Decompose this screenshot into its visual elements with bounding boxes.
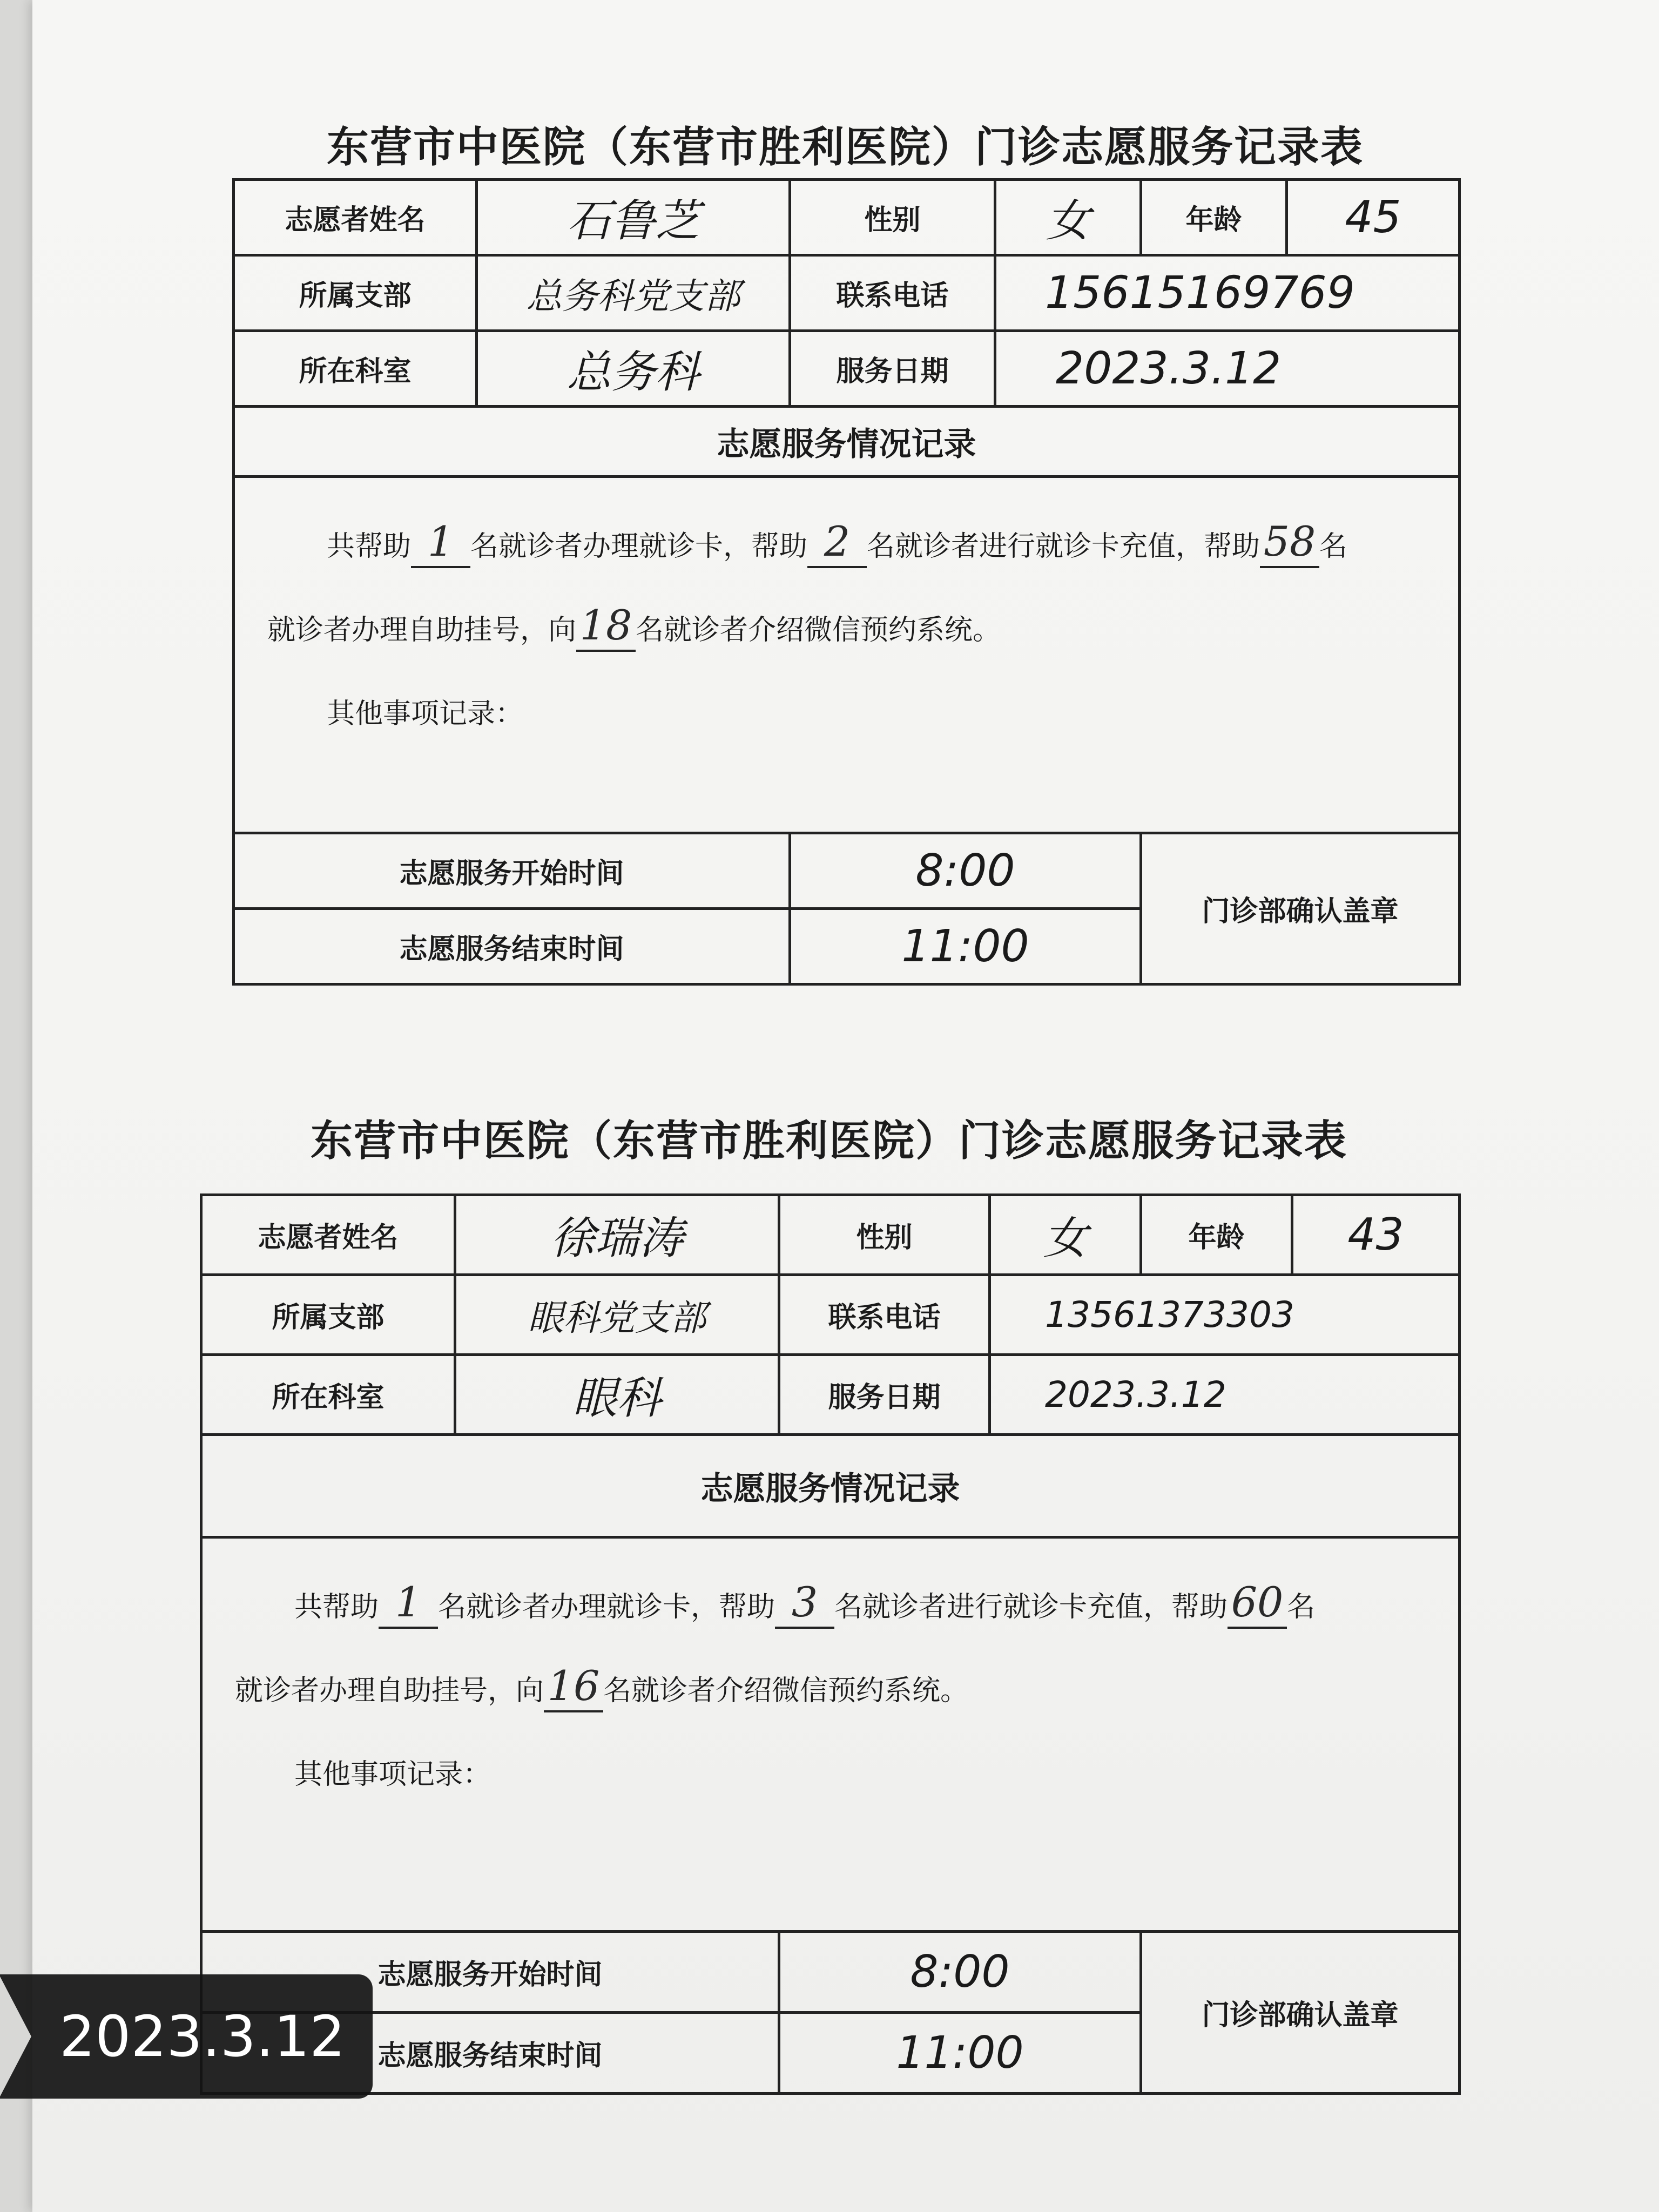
record-heading: 志愿服务情况记录 xyxy=(234,407,1460,477)
record-form-1 xyxy=(232,97,1458,1015)
record-text: 名就诊者介绍微信预约系统。 xyxy=(603,1675,969,1707)
value-start: 8:00 xyxy=(790,833,1141,909)
value-dept: 总务科 xyxy=(477,331,790,407)
value-age: 45 xyxy=(1287,180,1460,255)
form-title: 东营市中医院（东营市胜利医院）门诊志愿服务记录表 xyxy=(310,1117,1347,1165)
count-cards: 1 xyxy=(379,1578,438,1629)
value-gender: 女 xyxy=(995,180,1141,255)
record-body xyxy=(201,1537,1460,1932)
record-text: 名 xyxy=(1319,530,1348,563)
count-self-register: 60 xyxy=(1228,1578,1287,1629)
value-date: 2023.3.12 xyxy=(995,331,1460,407)
record-text: 名就诊者办理就诊卡，帮助 xyxy=(470,530,808,563)
value-dept: 眼科 xyxy=(455,1355,779,1435)
record-text: 就诊者办理自助挂号，向 xyxy=(235,1675,544,1707)
count-cards: 1 xyxy=(411,517,470,568)
label-date: 服务日期 xyxy=(779,1355,990,1435)
label-phone: 联系电话 xyxy=(779,1275,990,1355)
count-recharge: 2 xyxy=(807,517,867,568)
count-recharge: 3 xyxy=(775,1578,834,1629)
label-age: 年龄 xyxy=(1141,1195,1292,1275)
record-text: 名就诊者进行就诊卡充值，帮助 xyxy=(867,530,1260,563)
label-dept: 所在科室 xyxy=(234,331,477,407)
label-date: 服务日期 xyxy=(790,331,995,407)
label-name: 志愿者姓名 xyxy=(201,1195,455,1275)
label-name: 志愿者姓名 xyxy=(234,180,477,255)
value-date: 2023.3.12 xyxy=(990,1355,1460,1435)
value-phone: 15615169769 xyxy=(995,255,1460,331)
label-dept: 所在科室 xyxy=(201,1355,455,1435)
value-branch: 总务科党支部 xyxy=(477,255,790,331)
count-self-register: 58 xyxy=(1260,517,1319,568)
count-wechat: 16 xyxy=(544,1662,603,1712)
label-branch: 所属支部 xyxy=(234,255,477,331)
stamp-box: 门诊部确认盖章 xyxy=(1141,833,1460,984)
record-text: 共帮助 xyxy=(294,1591,379,1623)
value-name: 徐瑞涛 xyxy=(455,1195,779,1275)
label-age: 年龄 xyxy=(1141,180,1287,255)
value-name: 石鲁芝 xyxy=(477,180,790,255)
label-end: 志愿服务结束时间 xyxy=(201,2013,779,2094)
form-table xyxy=(200,1193,1461,2095)
other-notes-label: 其他事项记录： xyxy=(294,1758,491,1791)
value-start: 8:00 xyxy=(779,1932,1141,2013)
value-end: 11:00 xyxy=(790,909,1141,984)
label-start: 志愿服务开始时间 xyxy=(234,833,790,909)
record-text: 名就诊者办理就诊卡，帮助 xyxy=(438,1591,775,1623)
record-text: 名就诊者介绍微信预约系统。 xyxy=(636,614,1001,646)
value-branch: 眼科党支部 xyxy=(455,1275,779,1355)
stamp-box: 门诊部确认盖章 xyxy=(1141,1932,1460,2094)
value-age: 43 xyxy=(1292,1195,1460,1275)
label-gender: 性别 xyxy=(779,1195,990,1275)
record-text: 共帮助 xyxy=(327,530,412,563)
record-text: 名就诊者进行就诊卡充值，帮助 xyxy=(834,1591,1228,1623)
label-phone: 联系电话 xyxy=(790,255,995,331)
record-heading: 志愿服务情况记录 xyxy=(201,1435,1460,1537)
value-end: 11:00 xyxy=(779,2013,1141,2094)
form-title: 东营市中医院（东营市胜利医院）门诊志愿服务记录表 xyxy=(326,123,1364,172)
value-gender: 女 xyxy=(990,1195,1141,1275)
label-gender: 性别 xyxy=(790,180,995,255)
form-table xyxy=(232,178,1461,986)
label-end: 志愿服务结束时间 xyxy=(234,909,790,984)
other-notes-label: 其他事项记录： xyxy=(327,698,524,730)
label-branch: 所属支部 xyxy=(201,1275,455,1355)
photo-date-badge: 2023.3.12 xyxy=(0,1974,373,2099)
paper-sheet xyxy=(32,0,1659,2212)
value-phone: 13561373303 xyxy=(990,1275,1460,1355)
label-start: 志愿服务开始时间 xyxy=(201,1932,779,2013)
record-text: 名 xyxy=(1287,1591,1316,1623)
record-body xyxy=(234,477,1460,833)
record-text: 就诊者办理自助挂号，向 xyxy=(267,614,577,646)
count-wechat: 18 xyxy=(576,601,636,652)
record-form-2 xyxy=(200,1096,1458,2122)
